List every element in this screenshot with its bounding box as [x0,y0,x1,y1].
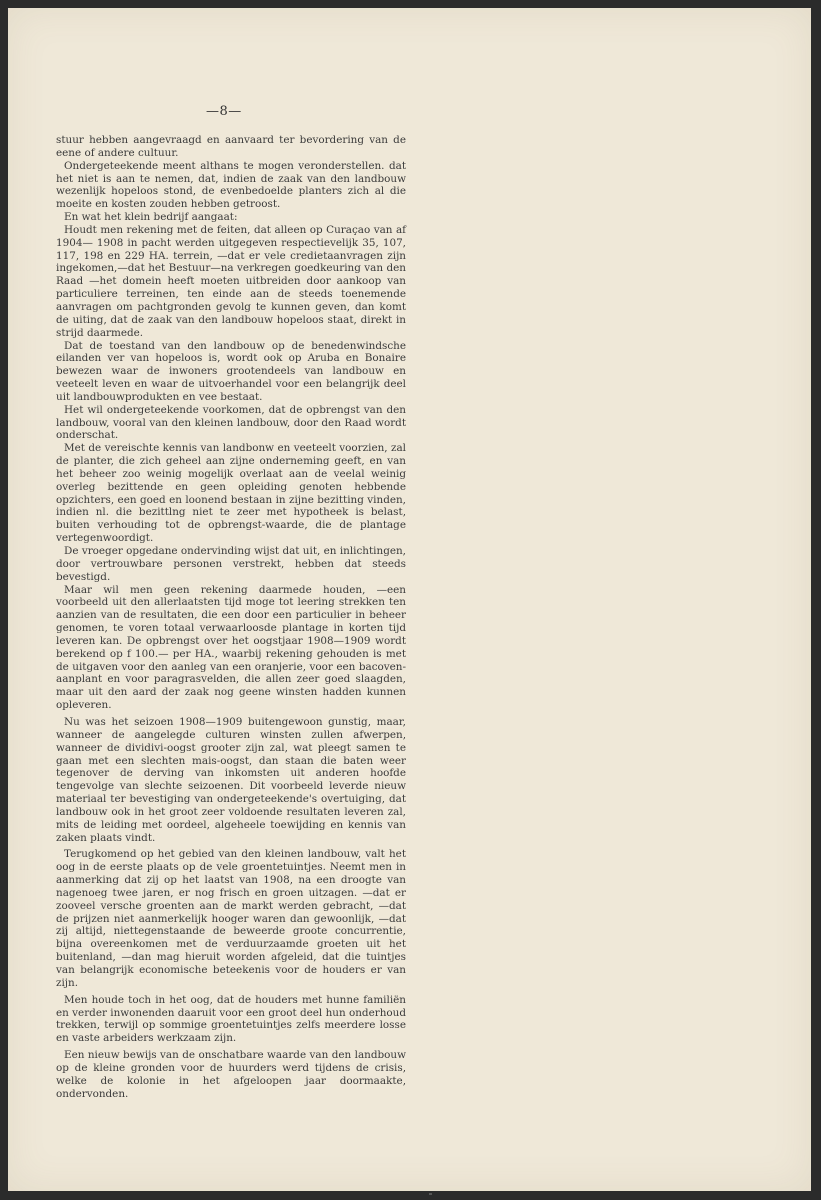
paragraph: En wat het klein bedrijf aangaat: [64,211,238,224]
paragraph: Ondergeteekende meent althans te mogen veronderstellen. dat het niet is aan te nemen, dat, indien de zaak van den landbouw wezenlijk hopeloos stond, de evenbedoelde planters zich al die moeite en kosten zouden hebben getroost. [56,159,406,211]
paragraph: Een nieuw bewijs van de onschatbare waarde van den landbouw op de kleine gronden voor de huurders werd tijdens de crisis, welke de kolonie in het afgeloopen jaar doormaakte, ondervonden. [56,1049,406,1100]
document-page [8,8,811,1191]
paragraph: Nu was het seizoen 1908—1909 buitengewoon gunstig, maar, wanneer de aangelegde culturen winsten zullen afwerpen, wanneer de dividivi-oogst grooter zijn zal, wat pleegt samen te gaan met een slechten mais-oogst, dan staan die baten weer tegenover de derving van inkomsten uit anderen hoofde tengevolge van slechte seizoenen. Dit voorbeeld leverde nieuw materiaal ter bevestiging van ondergeteekende's overtuiging, dat landbouw ook in het groot zeer voldoende resultaten leveren zal, mits de leiding met oordeel, algeheele toewijding en kennis van zaken plaats vindt. [56,715,406,844]
paragraph: Terugkomend op het gebied van den kleinen landbouw, valt het oog in de eerste plaats op de vele groentetuintjes. Neemt men in aanmerking dat zij op het laatst van 1908, na een droogte van nagenoeg twee jaren, er nog frisch en groen uitzagen. —dat er zooveel versche groenten aan de markt werden gebracht, —dat de prijzen niet aanmerkelijk hooger waren dan gewoonlijk, —dat zij altijd, niettegenstaande de beweerde groote concurrentie, bijna overeenkomen met de verduurzaamde groeten uit het buitenland, —dan mag hieruit worden afgeleid, dat die tuintjes van belangrijk economische beteekenis voor de houders er van zijn. [56,848,406,989]
paragraph: Met de vereischte kennis van landbonw en veeteelt voorzien, zal de planter, die zich geheel aan zijne onderneming geeft, en van het beheer zoo weinig mogelijk overlaat aan de veelal weinig overleg bezittende en geen opleiding genoten hebbende opzichters, een goed en loonend bestaan in zijne bezitting vinden, indien nl. die bezittlng niet te zeer met hypotheek is belast, buiten verhouding tot de opbrengst-waarde, die de plantage vertegenwoordigt. [56,442,406,545]
paragraph: Houdt men rekening met de feiten, dat alleen op Curaçao van af 1904— 1908 in pacht werden uitgegeven respectievelijk 35, 107, 117, 198 en 229 HA. terrein, —dat er vele credietaanvragen zijn ingekomen,—dat het Bestuur—na verkregen goedkeuring van den Raad —het domein heeft moeten uitbreiden door aankoop van particuliere terreinen, ten einde aan de steeds toenemende aanvragen om pachtgronden gevolg te kunnen geven, dan komt de uiting, dat de zaak van den landbouw hopeloos staat, direkt in strijd daarmede. [56,223,406,339]
paragraph: Maar wil men geen rekening daarmede houden, —een voorbeeld uit den allerlaatsten tijd moge tot leering strekken ten aanzien van de resultaten, die een door een particulier in beheer genomen, te voren totaal verwaarloosde plantage in korten tijd leveren kan. De opbrengst over het oogstjaar 1908—1909 wordt berekend op f 100.— per HA., waarbij rekening gehouden is met de uitgaven voor den aanleg van een oranjerie, voor een bacoven-aanplant en voor paragrasvelden, die allen zeer goed slaagden, maar uit den aard der zaak nog geene winsten hadden kunnen opleveren. [56,583,406,712]
paragraph: De vroeger opgedane ondervinding wijst dat uit, en inlichtingen, door vertrouwbare personen verstrekt, hebben dat steeds bevestigd. [56,545,406,583]
paragraph: Het wil ondergeteekende voorkomen, dat de opbrengst van den landbouw, vooral van den kleinen landbouw, door den Raad wordt onderschat. [56,403,406,442]
paragraph: Men houde toch in het oog, dat de houders met hunne familiën en verder inwonenden daaruit voor een groot deel hun onderhoud trekken, terwijl op sommige groentetuintjes zelfs meerdere losse en vaste arbeiders werkzaam zijn. [56,993,406,1045]
page-number: —8— [206,104,242,119]
paragraph: Dat de toestand van den landbouw op de benedenwindsche eilanden ver van hopeloos is, wordt ook op Aruba en Bonaire bewezen waar de inwoners grootendeels van landbouw en veeteelt leven en waar de uitvoerhandel voor een belangrijk deel uit landbouwprodukten en vee bestaat. [56,339,406,403]
scan-mark [429,1193,432,1195]
paragraph: stuur hebben aangevraagd en aanvaard ter bevordering van de eene of andere cultuur. [56,134,406,159]
body-text [56,134,406,1100]
